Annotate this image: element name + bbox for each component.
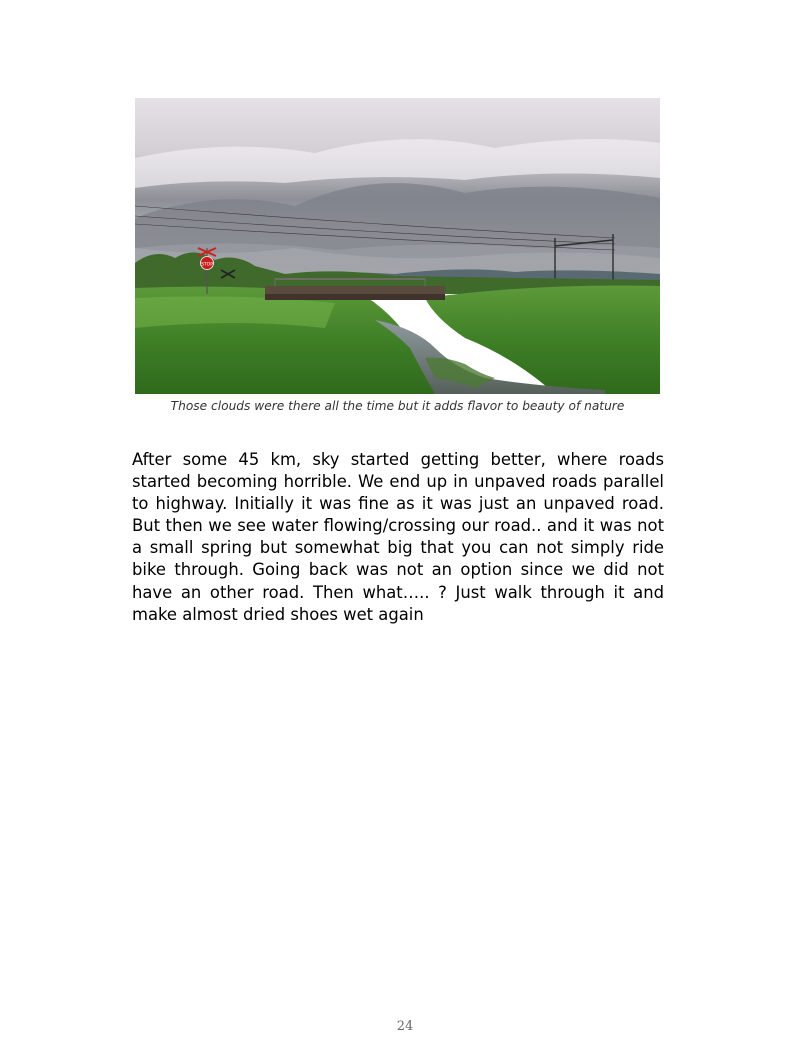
- landscape-photo: [135, 98, 660, 394]
- landscape-photo-svg: [135, 98, 660, 394]
- body-paragraph: After some 45 km, sky started getting better, where roads started becoming horrible. We end up in unpaved roads parallel to highway. Initially it was fine as it was just an unpaved road. But then we see water flowing/crossing our road.. and it was not a small spring but somewhat big that you can not simply ride bike through. Going back was not an option since we did not have an other road. Then what….. ? Just walk through it and make almost dried shoes wet again: [132, 450, 664, 624]
- figure-caption: Those clouds were there all the time but it adds flavor to beauty of nature: [170, 399, 625, 413]
- page-number: 24: [396, 1019, 414, 1034]
- stop-sign-text: STOP: [201, 262, 213, 268]
